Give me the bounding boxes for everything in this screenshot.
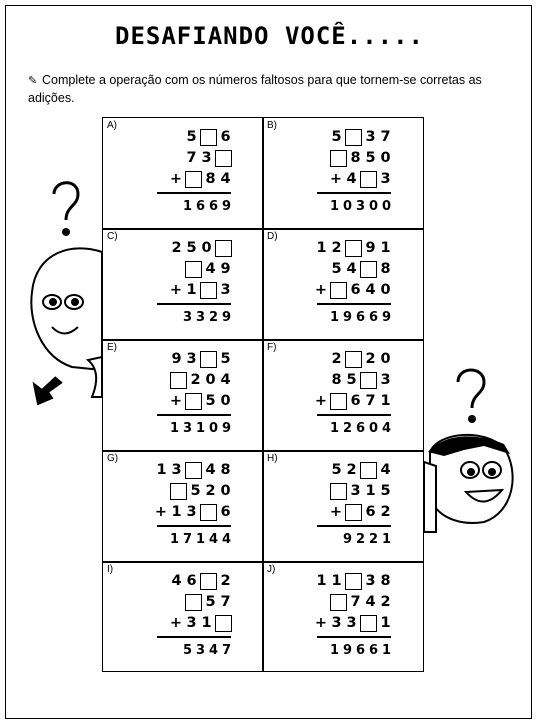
result-row <box>328 305 393 327</box>
addend-row <box>329 346 393 368</box>
result-digit: 4 <box>208 643 219 658</box>
digit: 1 <box>186 282 197 298</box>
digit: 5 <box>186 240 197 256</box>
digit: 2 <box>171 240 182 256</box>
addend-row <box>313 388 393 410</box>
result-digit: 2 <box>355 532 366 547</box>
result-row <box>328 416 393 438</box>
result-digit: 7 <box>182 532 193 547</box>
digit: 1 <box>365 483 376 499</box>
digit: 4 <box>365 594 376 610</box>
digit: 3 <box>380 372 391 388</box>
plus-sign: + <box>169 171 183 187</box>
digit: 5 <box>190 483 201 499</box>
digit: 8 <box>220 462 231 478</box>
addend-row <box>184 145 233 167</box>
digit: 3 <box>365 573 376 589</box>
digit: 8 <box>380 261 391 277</box>
result-digit: 7 <box>221 643 232 658</box>
result-digit: 1 <box>381 643 392 658</box>
missing-digit-box[interactable] <box>215 615 232 632</box>
addend-row <box>153 499 233 521</box>
digit: 0 <box>205 372 216 388</box>
digit: 0 <box>380 351 391 367</box>
instruction-text: Complete a operação com os números faltosos para que tornem-se corretas as adições. <box>28 73 482 105</box>
result-digit: 1 <box>381 532 392 547</box>
problem-cell <box>103 229 263 340</box>
missing-digit-box[interactable] <box>185 462 202 479</box>
addend-row <box>329 124 393 146</box>
missing-digit-box[interactable] <box>345 240 362 257</box>
digit: 2 <box>365 351 376 367</box>
problem-cell <box>103 562 263 673</box>
digit: 5 <box>331 129 342 145</box>
digit: 1 <box>171 504 182 520</box>
result-digit: 3 <box>182 310 193 325</box>
addend-row <box>168 388 233 410</box>
result-digit: 3 <box>182 421 193 436</box>
result-digit: 1 <box>329 310 340 325</box>
addend-row <box>184 589 233 611</box>
plus-sign: + <box>314 615 328 631</box>
plus-sign: + <box>329 504 343 520</box>
addend-row <box>169 478 233 500</box>
girl-illustration <box>22 172 107 412</box>
result-digit: 9 <box>342 532 353 547</box>
plus-sign: + <box>329 171 343 187</box>
missing-digit-box[interactable] <box>330 282 347 299</box>
digit: 3 <box>331 615 342 631</box>
result-digit: 1 <box>329 421 340 436</box>
addend-row <box>168 277 233 299</box>
digit: 3 <box>201 150 212 166</box>
plus-sign: + <box>314 282 328 298</box>
addend-row <box>329 256 393 278</box>
result-row <box>181 305 233 327</box>
digit: 7 <box>365 393 376 409</box>
result-digit: 6 <box>368 310 379 325</box>
result-row <box>181 638 233 660</box>
problem-label: A) <box>107 120 117 131</box>
result-digit: 1 <box>195 421 206 436</box>
digit: 7 <box>380 129 391 145</box>
problem-label: E) <box>107 342 117 353</box>
digit: 2 <box>205 483 216 499</box>
addend-row <box>184 256 233 278</box>
digit: 9 <box>171 351 182 367</box>
problem-cell <box>263 118 423 229</box>
addend-row <box>169 367 233 389</box>
digit: 6 <box>186 573 197 589</box>
result-row <box>168 527 233 549</box>
addend-row <box>169 568 233 590</box>
result-digit: 5 <box>182 643 193 658</box>
missing-digit-box[interactable] <box>330 483 347 500</box>
result-digit: 1 <box>329 643 340 658</box>
missing-digit-box[interactable] <box>345 129 362 146</box>
missing-digit-box[interactable] <box>330 594 347 611</box>
digit: 1 <box>380 615 391 631</box>
result-digit: 1 <box>182 199 193 214</box>
digit: 1 <box>316 240 327 256</box>
result-digit: 4 <box>221 532 232 547</box>
result-digit: 6 <box>368 643 379 658</box>
digit: 6 <box>220 504 231 520</box>
result-digit: 4 <box>381 421 392 436</box>
missing-digit-box[interactable] <box>200 129 217 146</box>
result-digit: 3 <box>195 310 206 325</box>
missing-digit-box[interactable] <box>360 372 377 389</box>
result-digit: 1 <box>169 532 180 547</box>
addend-row <box>328 499 393 521</box>
digit: 4 <box>346 261 357 277</box>
missing-digit-box[interactable] <box>200 573 217 590</box>
digit: 0 <box>220 393 231 409</box>
instruction <box>28 72 518 107</box>
digit: 0 <box>201 240 212 256</box>
result-digit: 0 <box>381 199 392 214</box>
missing-digit-box[interactable] <box>185 261 202 278</box>
problem-label: G) <box>107 453 119 464</box>
problem-label: H) <box>267 453 278 464</box>
result-digit: 3 <box>195 643 206 658</box>
problem-label: F) <box>267 342 277 353</box>
missing-digit-box[interactable] <box>360 462 377 479</box>
addend-row <box>329 145 393 167</box>
missing-digit-box[interactable] <box>330 150 347 167</box>
digit: 3 <box>171 462 182 478</box>
problem-label: I) <box>107 564 114 575</box>
result-row <box>168 416 233 438</box>
missing-digit-box[interactable] <box>215 240 232 257</box>
digit: 5 <box>205 594 216 610</box>
missing-digit-box[interactable] <box>170 372 187 389</box>
digit: 2 <box>346 462 357 478</box>
addend-row <box>313 610 393 632</box>
addend-row <box>314 568 393 590</box>
digit: 8 <box>350 150 361 166</box>
digit: 5 <box>205 393 216 409</box>
missing-digit-box[interactable] <box>185 393 202 410</box>
missing-digit-box[interactable] <box>200 504 217 521</box>
digit: 5 <box>365 150 376 166</box>
addend-row <box>154 457 233 479</box>
result-row <box>328 638 393 660</box>
digit: 1 <box>331 573 342 589</box>
plus-sign: + <box>154 504 168 520</box>
digit: 3 <box>346 615 357 631</box>
problem-cell <box>103 451 263 562</box>
digit: 0 <box>380 150 391 166</box>
result-digit: 0 <box>368 421 379 436</box>
digit: 3 <box>186 615 197 631</box>
digit: 2 <box>220 573 231 589</box>
result-digit: 9 <box>381 310 392 325</box>
digit: 4 <box>346 171 357 187</box>
digit: 9 <box>365 240 376 256</box>
missing-digit-box[interactable] <box>345 504 362 521</box>
problem-cell <box>263 451 423 562</box>
problem-cell <box>263 229 423 340</box>
digit: 6 <box>350 282 361 298</box>
digit: 1 <box>156 462 167 478</box>
missing-digit-box[interactable] <box>330 393 347 410</box>
addend-row <box>313 277 393 299</box>
missing-digit-box[interactable] <box>345 351 362 368</box>
result-digit: 1 <box>329 199 340 214</box>
missing-digit-box[interactable] <box>360 615 377 632</box>
addend-row <box>168 166 233 188</box>
digit: 3 <box>220 282 231 298</box>
plus-sign: + <box>314 393 328 409</box>
digit: 6 <box>220 129 231 145</box>
problems-grid <box>102 117 424 672</box>
result-row <box>181 194 233 216</box>
result-digit: 0 <box>342 199 353 214</box>
addend-row <box>329 478 393 500</box>
digit: 2 <box>380 594 391 610</box>
result-row <box>341 527 393 549</box>
result-digit: 1 <box>195 532 206 547</box>
result-digit: 6 <box>208 199 219 214</box>
digit: 8 <box>380 573 391 589</box>
problem-cell <box>263 340 423 451</box>
plus-sign: + <box>169 393 183 409</box>
addend-row <box>168 610 233 632</box>
missing-digit-box[interactable] <box>170 483 187 500</box>
page-title: DESAFIANDO VOCÊ..... <box>115 22 424 50</box>
digit: 8 <box>331 372 342 388</box>
digit: 1 <box>380 393 391 409</box>
result-digit: 3 <box>355 199 366 214</box>
addend-row <box>329 367 393 389</box>
result-digit: 6 <box>355 310 366 325</box>
problem-cell <box>103 118 263 229</box>
addend-row <box>314 235 393 257</box>
digit: 4 <box>380 462 391 478</box>
digit: 2 <box>380 504 391 520</box>
digit: 4 <box>365 282 376 298</box>
addend-row <box>329 589 393 611</box>
digit: 8 <box>205 171 216 187</box>
problem-label: D) <box>267 231 278 242</box>
problem-label: J) <box>267 564 276 575</box>
digit: 3 <box>350 483 361 499</box>
digit: 7 <box>220 594 231 610</box>
missing-digit-box[interactable] <box>360 261 377 278</box>
boy-illustration <box>424 362 524 542</box>
digit: 7 <box>186 150 197 166</box>
missing-digit-box[interactable] <box>215 150 232 167</box>
result-digit: 9 <box>342 643 353 658</box>
digit: 5 <box>186 129 197 145</box>
result-digit: 2 <box>368 532 379 547</box>
result-digit: 9 <box>221 310 232 325</box>
result-digit: 1 <box>169 421 180 436</box>
digit: 0 <box>380 282 391 298</box>
digit: 4 <box>205 462 216 478</box>
problem-cell <box>103 340 263 451</box>
digit: 4 <box>220 372 231 388</box>
plus-sign: + <box>169 282 183 298</box>
digit: 1 <box>380 240 391 256</box>
addend-row <box>169 346 233 368</box>
digit: 4 <box>220 171 231 187</box>
addend-row <box>329 457 393 479</box>
result-digit: 9 <box>221 421 232 436</box>
addend-row <box>328 166 393 188</box>
digit: 2 <box>190 372 201 388</box>
digit: 1 <box>201 615 212 631</box>
missing-digit-box[interactable] <box>200 282 217 299</box>
pencil-icon: ✎ <box>28 75 38 87</box>
digit: 2 <box>331 351 342 367</box>
plus-sign: + <box>169 615 183 631</box>
digit: 5 <box>346 372 357 388</box>
digit: 5 <box>220 351 231 367</box>
missing-digit-box[interactable] <box>345 573 362 590</box>
result-digit: 9 <box>342 310 353 325</box>
result-digit: 4 <box>208 532 219 547</box>
digit: 5 <box>380 483 391 499</box>
result-digit: 2 <box>208 310 219 325</box>
problem-cell <box>263 562 423 673</box>
problem-label: C) <box>107 231 118 242</box>
result-digit: 6 <box>195 199 206 214</box>
digit: 6 <box>350 393 361 409</box>
digit: 6 <box>365 504 376 520</box>
result-digit: 6 <box>355 643 366 658</box>
missing-digit-box[interactable] <box>360 171 377 188</box>
missing-digit-box[interactable] <box>200 351 217 368</box>
addend-row <box>169 235 233 257</box>
digit: 9 <box>220 261 231 277</box>
digit: 5 <box>331 462 342 478</box>
digit: 1 <box>316 573 327 589</box>
result-digit: 0 <box>368 199 379 214</box>
digit: 4 <box>205 261 216 277</box>
digit: 4 <box>171 573 182 589</box>
digit: 0 <box>220 483 231 499</box>
result-row <box>328 194 393 216</box>
digit: 3 <box>186 504 197 520</box>
problem-label: B) <box>267 120 277 131</box>
result-digit: 6 <box>355 421 366 436</box>
digit: 3 <box>365 129 376 145</box>
addend-row <box>184 124 233 146</box>
digit: 3 <box>186 351 197 367</box>
missing-digit-box[interactable] <box>185 171 202 188</box>
digit: 2 <box>331 240 342 256</box>
digit: 7 <box>350 594 361 610</box>
result-digit: 0 <box>208 421 219 436</box>
result-digit: 2 <box>342 421 353 436</box>
missing-digit-box[interactable] <box>185 594 202 611</box>
digit: 3 <box>380 171 391 187</box>
result-digit: 9 <box>221 199 232 214</box>
digit: 5 <box>331 261 342 277</box>
